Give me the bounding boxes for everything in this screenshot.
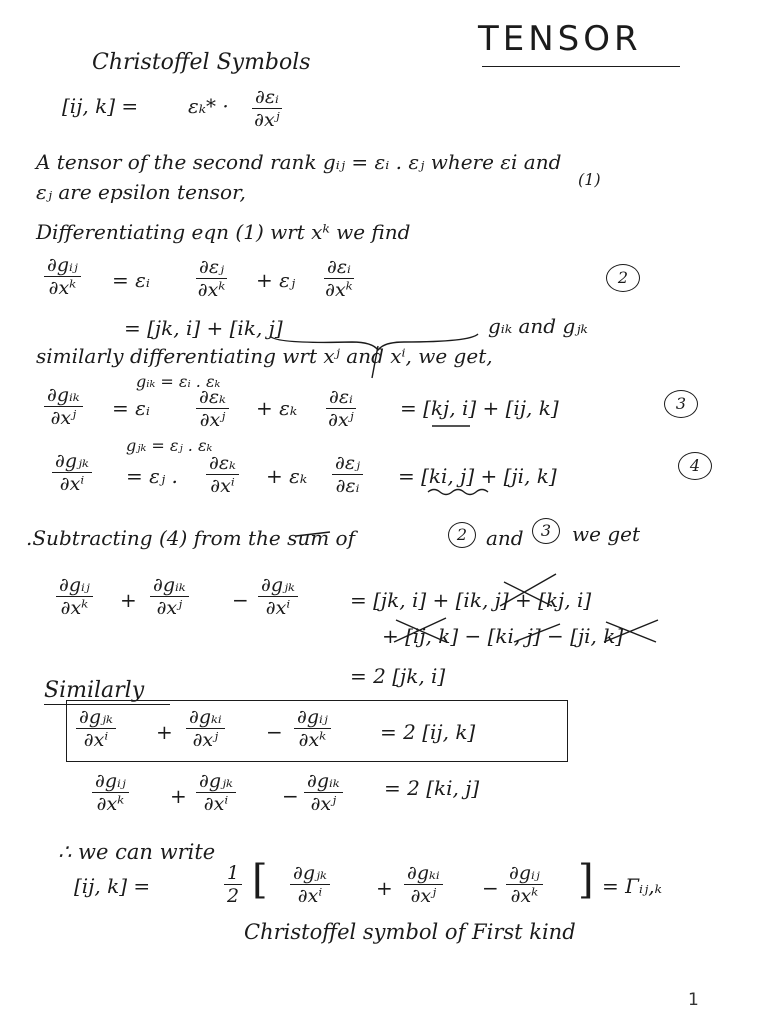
eq3-above: gᵢₖ = εᵢ . εₖ bbox=[136, 372, 221, 391]
eq2-term1 bbox=[196, 256, 227, 301]
eq2-lhs-num: ∂gᵢⱼ bbox=[44, 254, 81, 277]
eq3-plus: + εₖ bbox=[256, 396, 298, 420]
alt-term2-den: ∂xⁱ bbox=[203, 793, 229, 815]
alt-term1-num: ∂gᵢⱼ bbox=[92, 770, 129, 793]
subtract-and: and bbox=[486, 526, 524, 550]
alt-term3 bbox=[304, 770, 343, 815]
alt-term2 bbox=[196, 770, 236, 815]
final-rhs: = Γᵢⱼ,ₖ bbox=[602, 874, 662, 898]
sum-term3-den: ∂xⁱ bbox=[265, 597, 291, 619]
eq2-lhs-den: ∂xᵏ bbox=[48, 277, 77, 299]
ref-eq2: 2 bbox=[448, 522, 476, 548]
alt-term3-den: ∂xʲ bbox=[310, 793, 337, 815]
eq3-term1 bbox=[196, 386, 229, 431]
eq2-plus: + εⱼ bbox=[256, 268, 296, 292]
boxed-rhs: = 2 [ij, k] bbox=[380, 720, 476, 744]
eq2-christoffel-line: = [jk, i] + [ik, j] bbox=[124, 316, 283, 340]
can-write-text: ∴ we can write bbox=[58, 840, 216, 864]
final-close-bracket: ] bbox=[578, 857, 594, 903]
eq2-note: gᵢₖ and gⱼₖ bbox=[488, 314, 588, 338]
final-plus: + bbox=[376, 876, 393, 900]
eq2-term2-num: ∂εᵢ bbox=[324, 256, 354, 279]
eq2-term1-num: ∂εⱼ bbox=[196, 256, 227, 279]
eq4-term2 bbox=[332, 452, 363, 497]
final-half-den: 2 bbox=[227, 885, 240, 907]
alt-term2-num: ∂gⱼₖ bbox=[196, 770, 236, 793]
definition-rhs-prefix: εₖ* · bbox=[188, 94, 229, 118]
boxed-plus: + bbox=[156, 720, 173, 744]
eq4-lhs-num: ∂gⱼₖ bbox=[52, 450, 92, 473]
eq2-lhs bbox=[44, 254, 81, 299]
sum-rhs-line2: + [ij, k] − [ki, j] − [ji, k] bbox=[382, 624, 624, 648]
eq4-equals: = εⱼ . bbox=[126, 464, 178, 488]
section-heading: Christoffel Symbols bbox=[92, 50, 311, 75]
eq4-rhs: = [ki, j] + [ji, k] bbox=[398, 464, 557, 488]
eq3-lhs-den: ∂xʲ bbox=[50, 407, 77, 429]
boxed-minus: − bbox=[266, 720, 283, 744]
final-minus: − bbox=[482, 876, 499, 900]
sum-term3-num: ∂gⱼₖ bbox=[258, 574, 298, 597]
sum-plus: + bbox=[120, 588, 137, 612]
squiggle-ki-j bbox=[428, 490, 488, 495]
alt-term1-den: ∂xᵏ bbox=[96, 793, 125, 815]
eq3-term2-den: ∂xʲ bbox=[328, 409, 354, 431]
definition-frac-den: ∂xʲ bbox=[254, 109, 280, 131]
eq3-term2-num: ∂εᵢ bbox=[326, 386, 356, 409]
final-half bbox=[224, 862, 242, 907]
boxed-term3-num: ∂gᵢⱼ bbox=[294, 706, 331, 729]
eq4-term2-den: ∂εᵢ bbox=[335, 475, 360, 497]
final-term2-den: ∂xʲ bbox=[410, 885, 437, 907]
final-half-num: 1 bbox=[224, 862, 242, 885]
title-underline bbox=[482, 66, 680, 67]
alt-term1 bbox=[92, 770, 129, 815]
boxed-term3 bbox=[294, 706, 331, 751]
eq2-term1-den: ∂xᵏ bbox=[197, 279, 226, 301]
boxed-term2-den: ∂xʲ bbox=[192, 729, 219, 751]
definition-frac-num: ∂εᵢ bbox=[252, 86, 282, 109]
sum-term1-num: ∂gᵢⱼ bbox=[56, 574, 93, 597]
eq3-equals: = εᵢ bbox=[112, 396, 150, 420]
similarly-differentiating-text: similarly differentiating wrt xʲ and xⁱ, we get, bbox=[36, 344, 493, 368]
equation-label-1: (1) bbox=[578, 170, 601, 189]
sum-rhs-line1: = [jk, i] + [ik, j] + [kj, i] bbox=[350, 588, 592, 612]
equation-number-2: 2 bbox=[606, 264, 640, 292]
final-term2-num: ∂gₖᵢ bbox=[404, 862, 443, 885]
epsilon-text: εⱼ are epsilon tensor, bbox=[36, 180, 246, 204]
alt-term3-num: ∂gᵢₖ bbox=[304, 770, 343, 793]
final-term2 bbox=[404, 862, 443, 907]
final-term3 bbox=[506, 862, 543, 907]
sum-term1 bbox=[56, 574, 93, 619]
final-term3-den: ∂xᵏ bbox=[510, 885, 539, 907]
sum-term2-num: ∂gᵢₖ bbox=[150, 574, 189, 597]
eq4-lhs-den: ∂xⁱ bbox=[59, 473, 85, 495]
boxed-term1-num: ∂gⱼₖ bbox=[76, 706, 116, 729]
metric-definition-text: A tensor of the second rank gᵢⱼ = εᵢ . εⱼ where εi and bbox=[36, 150, 562, 174]
sum-term3 bbox=[258, 574, 298, 619]
final-term1 bbox=[290, 862, 330, 907]
eq4-plus: + εₖ bbox=[266, 464, 308, 488]
subtract-we-get: we get bbox=[572, 522, 640, 546]
alt-minus: − bbox=[282, 784, 299, 808]
sum-term2 bbox=[150, 574, 189, 619]
alt-plus: + bbox=[170, 784, 187, 808]
page-title: TENSOR bbox=[478, 19, 642, 59]
eq3-lhs-num: ∂gᵢₖ bbox=[44, 384, 83, 407]
equation-number-4: 4 bbox=[678, 452, 712, 480]
alt-rhs: = 2 [ki, j] bbox=[384, 776, 480, 800]
similarly-heading: Similarly bbox=[44, 678, 145, 703]
eq2-equals: = εᵢ bbox=[112, 268, 150, 292]
boxed-term1 bbox=[76, 706, 116, 751]
eq3-rhs: = [kj, i] + [ij, k] bbox=[400, 396, 559, 420]
christoffel-first-kind-text: Christoffel symbol of First kind bbox=[244, 920, 576, 944]
definition-lhs: [ij, k] = bbox=[62, 94, 139, 118]
eq2-term2-den: ∂xᵏ bbox=[325, 279, 353, 301]
ref-eq3: 3 bbox=[532, 518, 560, 544]
sum-result: = 2 [jk, i] bbox=[350, 664, 446, 688]
differentiating-text: Differentiating eqn (1) wrt xᵏ we find bbox=[36, 220, 411, 244]
subtract-text: .Subtracting (4) from the sum of bbox=[26, 526, 355, 550]
eq4-above: gⱼₖ = εⱼ . εₖ bbox=[126, 436, 213, 455]
eq2-term2 bbox=[324, 256, 354, 301]
boxed-term3-den: ∂xᵏ bbox=[298, 729, 327, 751]
sum-term1-den: ∂xᵏ bbox=[60, 597, 89, 619]
final-term1-den: ∂xⁱ bbox=[297, 885, 323, 907]
final-term3-num: ∂gᵢⱼ bbox=[506, 862, 543, 885]
final-lhs: [ij, k] = bbox=[74, 874, 151, 898]
eq3-term1-den: ∂xʲ bbox=[199, 409, 226, 431]
eq3-lhs bbox=[44, 384, 83, 429]
final-open-bracket: [ bbox=[252, 857, 268, 903]
final-term1-num: ∂gⱼₖ bbox=[290, 862, 330, 885]
eq4-term2-num: ∂εⱼ bbox=[332, 452, 363, 475]
sum-term2-den: ∂xʲ bbox=[156, 597, 183, 619]
eq3-term1-num: ∂εₖ bbox=[196, 386, 229, 409]
boxed-term2 bbox=[186, 706, 225, 751]
page-number: 1 bbox=[688, 990, 699, 1010]
boxed-term2-num: ∂gₖᵢ bbox=[186, 706, 225, 729]
definition-fraction bbox=[252, 86, 282, 131]
boxed-term1-den: ∂xⁱ bbox=[83, 729, 109, 751]
eq4-term1-num: ∂εₖ bbox=[206, 452, 239, 475]
equation-number-3: 3 bbox=[664, 390, 698, 418]
eq3-term2 bbox=[326, 386, 356, 431]
sum-minus: − bbox=[232, 588, 249, 612]
eq4-term1 bbox=[206, 452, 239, 497]
eq4-lhs bbox=[52, 450, 92, 495]
eq4-term1-den: ∂xⁱ bbox=[210, 475, 235, 497]
